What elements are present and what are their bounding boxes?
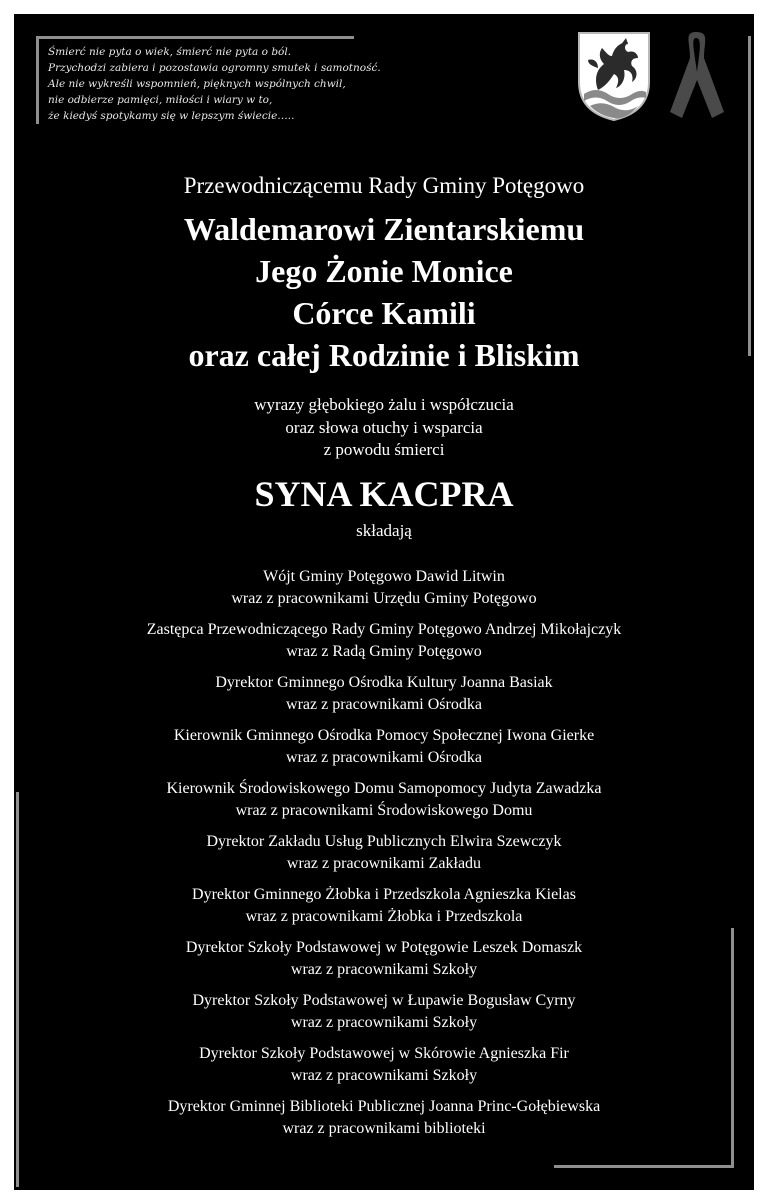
sender-title: Dyrektor Szkoły Podstawowej w Potęgowie Leszek Domaszk	[185, 939, 583, 956]
sender-entry	[14, 831, 754, 875]
sender-with: wraz z Radą Gminy Potęgowo	[286, 643, 482, 660]
poem-line: Śmierć nie pyta o wiek, śmierć nie pyta o ból.	[48, 46, 292, 58]
sender-title: Kierownik Środowiskowego Domu Samopomocy Judyta Zawadzka	[166, 780, 602, 797]
sender-entry	[14, 725, 754, 769]
sender-title: Dyrektor Zakładu Usług Publicznych Elwira Szewczyk	[206, 833, 562, 850]
sender-with: wraz z pracownikami Ośrodka	[286, 696, 482, 713]
recipient-heading: Przewodniczącemu Rady Gminy Potęgowo	[183, 173, 585, 198]
sender-entry	[14, 990, 754, 1034]
closing-word: składają	[356, 521, 412, 540]
recipient-names	[14, 208, 754, 376]
frame-top-left-vertical	[36, 36, 39, 124]
poem-line: nie odbierze pamięci, miłości i wiary w to,	[48, 94, 273, 106]
message-line: wyrazy głębokiego żalu i współczucia	[254, 395, 514, 414]
sender-with: wraz z pracownikami Ośrodka	[286, 749, 482, 766]
recipient-name-line: Córce Kamili	[292, 295, 476, 331]
sender-with: wraz z pracownikami Urzędu Gminy Potęgowo	[231, 590, 537, 607]
frame-bottom-right-horizontal	[554, 1165, 734, 1168]
poem-line: że kiedyś spotykamy się w lepszym świecie…..	[48, 110, 295, 122]
sender-entry	[14, 937, 754, 981]
recipient-name-line: oraz całej Rodzinie i Bliskim	[188, 337, 580, 373]
poem-line: Przychodzi zabiera i pozostawia ogromny smutek i samotność.	[48, 62, 381, 74]
sender-entry	[14, 566, 754, 610]
sender-with: wraz z pracownikami Szkoły	[290, 1014, 478, 1031]
sender-with: wraz z pracownikami Zakładu	[286, 855, 482, 872]
sender-entry	[14, 884, 754, 928]
frame-top-left-horizontal	[36, 36, 354, 39]
sender-title: Dyrektor Szkoły Podstawowej w Skórowie Agnieszka Fir	[199, 1045, 569, 1062]
sender-entry	[14, 619, 754, 663]
sender-with: wraz z pracownikami biblioteki	[282, 1120, 486, 1137]
recipient-name-line: Jego Żonie Monice	[255, 253, 513, 289]
sender-entry	[14, 1043, 754, 1087]
recipient-name-line: Waldemarowi Zientarskiemu	[183, 211, 585, 247]
deceased-name: SYNA KACPRA	[254, 474, 514, 514]
sender-title: Dyrektor Gminnego Żłobka i Przedszkola Agnieszka Kielas	[192, 886, 576, 903]
coat-of-arms-griffin-icon	[576, 30, 652, 122]
message-line: oraz słowa otuchy i wsparcia	[285, 417, 483, 437]
sender-entry	[14, 1096, 754, 1140]
sender-title: Dyrektor Gminnego Ośrodka Kultury Joanna Basiak	[215, 674, 553, 691]
message-line: z powodu śmierci	[323, 440, 445, 459]
sender-with: wraz z pracownikami Żłobka i Przedszkola	[245, 908, 523, 925]
condolence-message	[14, 394, 754, 462]
sender-title: Zastępca Przewodniczącego Rady Gminy Potęgowo Andrzej Mikołajczyk	[146, 621, 622, 638]
poem-quote	[48, 44, 381, 124]
sender-entry	[14, 778, 754, 822]
sender-with: wraz z pracownikami Szkoły	[290, 1067, 478, 1084]
mourning-ribbon-icon	[666, 28, 728, 122]
sender-with: wraz z pracownikami Szkoły	[290, 961, 478, 978]
sender-title: Wójt Gminy Potęgowo Dawid Litwin	[263, 568, 505, 585]
sender-with: wraz z pracownikami Środowiskowego Domu	[235, 802, 533, 819]
sender-title: Dyrektor Gminnej Biblioteki Publicznej Joanna Princ-Gołębiewska	[167, 1098, 601, 1115]
sender-entry	[14, 672, 754, 716]
senders-list	[14, 566, 754, 1149]
sender-title: Kierownik Gminnego Ośrodka Pomocy Społecznej Iwona Gierke	[173, 727, 595, 744]
poem-line: Ale nie wykreśli wspomnień, pięknych wspólnych chwil,	[48, 78, 346, 90]
sender-title: Dyrektor Szkoły Podstawowej w Łupawie Bogusław Cyrny	[192, 992, 576, 1009]
